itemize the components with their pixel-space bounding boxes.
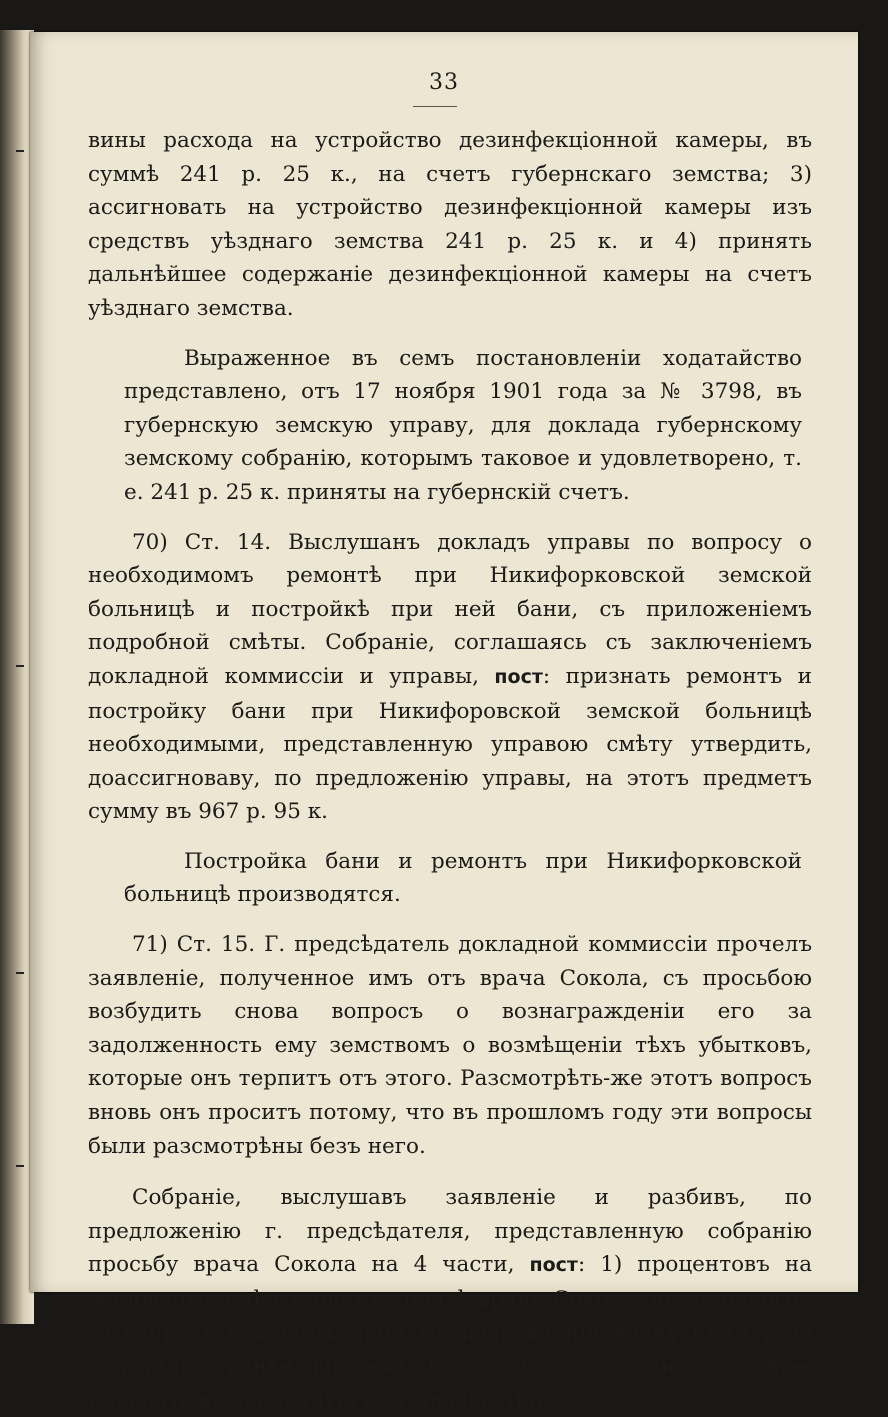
resolution-marker: пост	[494, 665, 543, 688]
paragraph	[88, 124, 812, 326]
paragraph-text: : признать ремонтъ и постройку бани при Никифоровской земской больницѣ необходимыми, представленную управою смѣту утвердить, доассигноваву, по предложенію управы, на этотъ предметъ сумму въ 967 р. 95 к.	[88, 663, 812, 825]
margin-mark	[16, 972, 24, 974]
book-page	[30, 32, 858, 1413]
page-body	[88, 124, 812, 1417]
paragraph-text: 71) Ст. 15. Г. предсѣдатель докладной коммиссіи прочелъ заявленіе, полученное имъ отъ врача Сокола, съ просьбою возбудить снова вопросъ о вознагражденіи его за задолженность ему земствомъ о возмѣщеніи тѣхъ убытковъ, которые онъ терпитъ отъ этого. Разсмотрѣть-же этотъ вопросъ вновь онъ проситъ потому, что въ прошломъ году эти вопросы были разсмотрѣны безъ него.	[88, 932, 812, 1159]
paragraph-text: вины расхода на устройство дезинфекціонной камеры, въ суммѣ 241 р. 25 к., на счетъ губернскаго земства; 3) ассигновать на устройство дезинфекціонной камеры изъ средствъ уѣзднаго земства 241 р. 25 к. и 4) принять дальнѣйшее содержаніе дезинфекціонной камеры на счетъ уѣзднаго земства.	[88, 128, 812, 321]
paragraph	[88, 526, 812, 829]
margin-mark	[16, 1165, 24, 1167]
paragraph-text: Собраніе, выслушавъ заявленіе и разбивъ, по предложенію г. предсѣдателя, представленную собранію просьбу врача Сокола на 4 части,	[88, 1185, 812, 1278]
paragraph-text: Выраженное въ семъ постановленіи ходатайство представлено, отъ 17 ноября 1901 года за № 3798, въ губернскую земскую управу, для доклада губернскому земскому собранію, которымъ таковое и удовлетворено, т. е. 241 р. 25 к. приняты на губернскій счетъ.	[124, 345, 802, 505]
paragraph	[124, 845, 802, 912]
book-spine-shadow	[0, 30, 34, 1324]
page-number: 33	[429, 70, 459, 95]
margin-mark	[16, 150, 24, 152]
paragraph	[124, 342, 802, 510]
paragraph	[88, 1181, 812, 1417]
paragraph	[88, 928, 812, 1163]
resolution-marker: пост	[529, 1254, 578, 1277]
paragraph-text: : 1) процентовъ на жалованье, слѣдуемое къ уплатѣ врачу Соколу, не начислять; 2) вопросъ о какомъ либо вознагражденіи врачу Соколу за оказанное ранѣе врачемъ Соколомъ одолженіе земству—передать въ докладную коммиссію; 3) по-	[88, 1252, 813, 1413]
page-number-ornament	[413, 102, 457, 107]
paragraph-text: Постройка бани и ремонтъ при Никифорковской больницѣ производятся.	[124, 848, 802, 908]
paragraph-text: 70) Ст. 14. Выслушанъ докладъ управы по вопросу о необходимомъ ремонтѣ при Никифорковской земской больницѣ и постройкѣ при ней бани, съ приложеніемъ подробной смѣты. Собраніе, соглашаясь съ заключеніемъ докладной коммиссіи и управы,	[88, 529, 812, 689]
margin-mark	[16, 665, 24, 667]
